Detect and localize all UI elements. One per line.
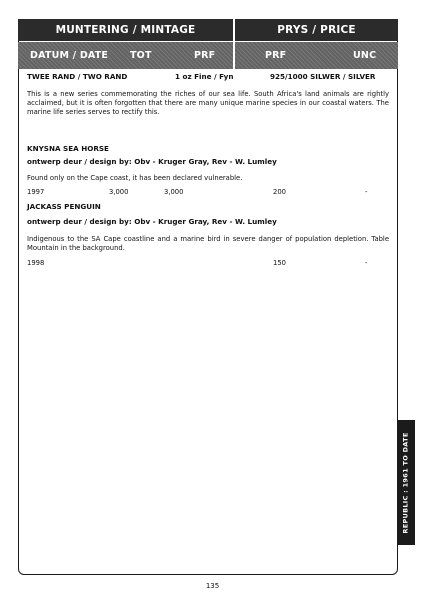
coin-year: 1998 xyxy=(27,259,45,267)
coin-design: ontwerp deur / design by: Obv - Kruger Gray, Rev - W. Lumley xyxy=(27,217,277,226)
col-date: DATUM / DATE xyxy=(30,50,109,61)
table-header xyxy=(18,19,398,69)
coin-tot: 3,000 xyxy=(109,188,129,196)
series-metal: 925/1000 SILWER / SILVER xyxy=(270,72,376,81)
side-tab-label: REPUBLIC : 1961 TO DATE xyxy=(402,431,411,534)
coin-year: 1997 xyxy=(27,188,45,196)
header-mintage: MUNTERING / MINTAGE xyxy=(18,19,233,41)
coin-title: KNYSNA SEA HORSE xyxy=(27,144,109,153)
coin-row xyxy=(27,259,389,269)
coin-price-prf: 150 xyxy=(273,259,286,267)
series-description: This is a new series commemorating the riches of our sea life. South Africa's land animals are rightly acclaimed, but it is often forgotten that there are many unique marine species in our coastal waters. The marine life series serves to rectify this. xyxy=(27,90,389,117)
series-name: TWEE RAND / TWO RAND xyxy=(27,72,128,81)
header-price: PRYS / PRICE xyxy=(235,19,398,41)
coin-row xyxy=(27,188,389,198)
coin-prf: 3,000 xyxy=(164,188,184,196)
header-divider xyxy=(233,19,235,69)
header-mintage-subrow xyxy=(18,42,233,69)
coin-design: ontwerp deur / design by: Obv - Kruger Gray, Rev - W. Lumley xyxy=(27,157,277,166)
coin-title: JACKASS PENGUIN xyxy=(27,202,101,211)
coin-note: Found only on the Cape coast, it has been declared vulnerable. xyxy=(27,174,243,182)
coin-unc: - xyxy=(365,188,368,196)
series-weight: 1 oz Fine / Fyn xyxy=(175,72,234,81)
col-price-prf: PRF xyxy=(265,50,287,61)
coin-note: Indigenous to the SA Cape coastline and a marine bird in severe danger of population depletion. Table Mountain in the background. xyxy=(27,235,389,253)
col-tot: TOT xyxy=(130,50,152,61)
col-prf: PRF xyxy=(194,50,216,61)
col-unc: UNC xyxy=(353,50,377,61)
coin-unc: - xyxy=(365,259,368,267)
section-side-tab xyxy=(397,420,415,545)
header-price-subrow xyxy=(235,42,398,69)
page-number: 135 xyxy=(205,582,220,590)
coin-price-prf: 200 xyxy=(273,188,286,196)
